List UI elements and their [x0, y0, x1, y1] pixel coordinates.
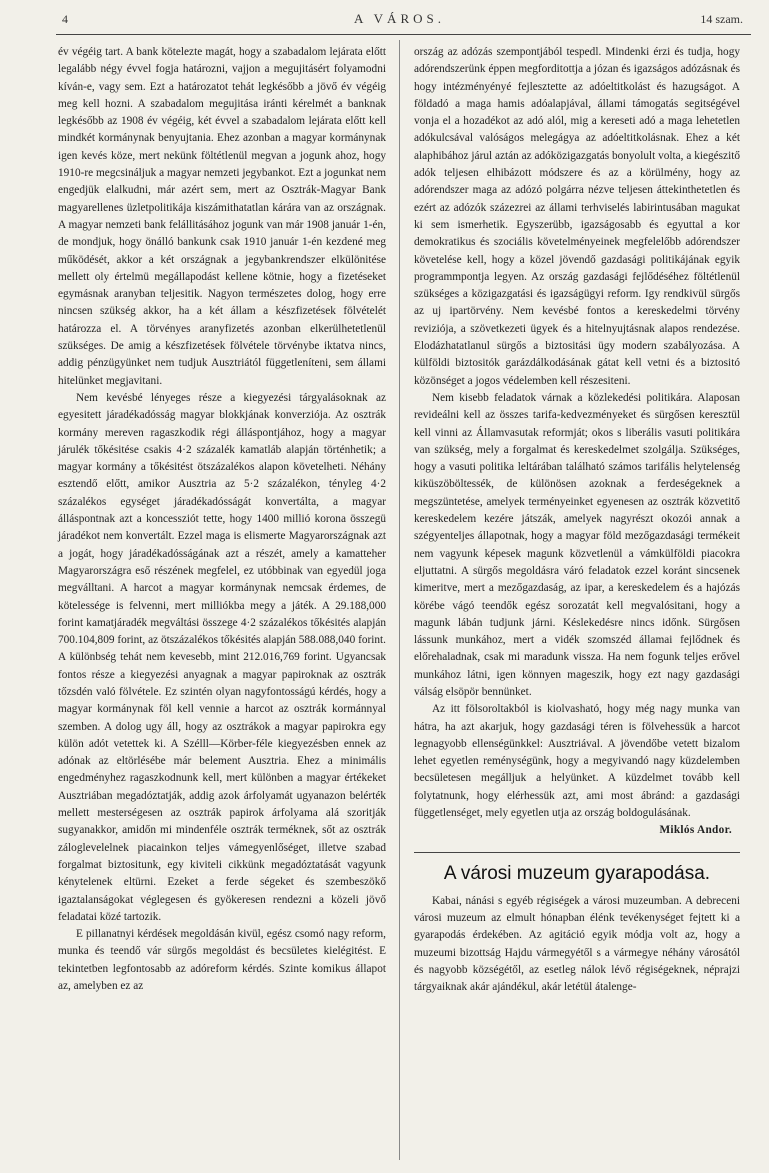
article-paragraph-1: Kabai, nánási s egyéb régiségek a városi muzeumban. A debreceni városi muzeum az elmult hónapban élénk tevékenységet fejtett ki a gyarapodás érdekében. Az agitáció egyik módja volt az, hogy a muzeumi bizottság Hajdu vármegyétől s a vármegye néhány városától és nagyobb községétől, az esetleg nálok lévő régiségeknek, néprajzi tárgyaiknak akár ajándékul, akár letétül átalenge- — [414, 894, 740, 994]
column-divider — [399, 40, 400, 1160]
left-column — [58, 44, 386, 995]
article-separator — [414, 852, 740, 853]
right-paragraph-1: ország az adózás szempontjából tespedl. Mindenki érzi és tudja, hogy adórendszerünk éppen megforditottja a józan és igazságos adózásnak és hogy intézményényé fejlesztette az adóeltitkolást és hazugságot. A földadó a maga hamis adóalapjával, állami támogatás segitségével vonja el a hozadékot az adó alól, mig a kereseti adó a maga lehetetlen adókulcsával valóságos melegágya az adóeltitkolásnak. Ehez a két alaphibához járul aztán az adóközigazgatás bonyolult volta, a kiegészitő adók teljesen elhibázott módszere és az a körülmény, hogy az adórendszer maga az adózó polgárra nézve teljesen áttekinthetetlen és ezért az adózók százezrei az állami terhviselés labirintusában magukat ki sem ismerhetik. Egyszerübb, igazságosabb és egyuttal a kor demokratikus és szociális követelményeinek megfelelőbb adórendszer követelése kell, hogy a közel jövendő gazdasági politikájának egyik programmpontja legyen. Az ország gazdasági fejlődéséhez föltétlenül szükséges a közigazgatási és igazságügyi reform. Igy rendkivül sürgős az uj ipartörvény. Nem kevésbé fontos a kereskedelmi törvény reviziója, a szövetkezeti ügyek és a hitelnyujtásnak alapos rendezése. Elodázhatatlanul sürgős a biztositási ügy modern szabályozása. A külföldi biztositók garázdálkodásának gátat kell vetni és a biztositó közönséget a jogos védelemben kell részesiteni. — [414, 46, 740, 387]
right-paragraph-3: Az itt fölsoroltakból is kiolvasható, hogy még nagy munka van hátra, ha azt akarjuk, hogy gazdasági téren is fölvehessük a harcot legnagyobb ellenségünkkel: Ausztriával. A jövendőbe vetett bizalom lehet egyetlen reménységünk, hogy a megyivandó nagy küzdelemben becsületesen megálljuk a helyünket. A küzdelmet tovább kell folytatnunk, hogy elérhessük azt, ami most ábránd: a gazdasági függetlenséget, mely egyetlen utja az ország boldogulásának. — [414, 703, 740, 820]
left-paragraph-3: E pillanatnyi kérdések megoldásán kivül, egész csomó nagy reform, munka és teendő vár sürgős megoldást és becsületes kielégitést. E tekintetben legfontosabb az adóreform kérdés. Szinte komikus állapot az, amelyben ez az — [58, 928, 386, 993]
header-rule — [56, 34, 751, 35]
article-title: A városi muzeum gyarapodása. — [443, 862, 711, 884]
right-column — [414, 44, 740, 996]
page-number: 4 — [62, 12, 68, 26]
issue-number: 14 szam. — [700, 12, 743, 26]
left-paragraph-1: év végéig tart. A bank kötelezte magát, hogy a szabadalom lejárata előtt legalább négy évvel fogja határozni, vajjon a megujitásért folyamodni kíván-e, vagy sem. Ezt a határozatot tehát legkésőbb a jövő év végéig meg kell hozni. A szabadalom megujitása iránti kérelmét a banknak legkésőbb az 1908 év végéig, két évvel a szabadalom lejárata előtt kell mindkét kormánynak benyujtania. Ehez azonban a magyar kormánynak igen kevés köze, mert nekünk föltétlenül megvan a jogunk ahoz, hogy 1910-re megcsináljuk a magyar nemzeti jegybankot. Ezt a jogunkat nem engedjük elalkudni, már azért sem, mert az Osztrák-Magyar Bank magyarellenes üzletpolitikája kiszámithatatlan kárára van az országnak. A magyar nemzeti bank felállitásához jogunk van már 1908 január 1-én, de mondjuk, hogy önálló bankunk csak 1910 január 1-én kezdené meg működését, akkor a két országnak a jegybankrendszer elkülönitése mellett oly értelmü megállapodást kellene kötnie, hogy a fizetéseket egymásnak aranyban teljesitik. Nagyon természetes dolog, hogy erre nincsen szükség akkor, ha a két állam a készfizetések fölvételét határozza el. A törvényes aranyfizetés azonban elkerülhetetlenül szükséges. De amig a készfizetések fölvétele törvénybe iktatva nincs, addig pénzügyünket nem tudjuk Ausztriától függetleníteni, sem állami hitelünket megjavitani. — [58, 46, 386, 387]
right-paragraph-2: Nem kisebb feladatok várnak a közlekedési politikára. Alaposan revideálni kell az összes tarifa-kedvezményeket és sürgősen keresztül kell vinni az Államvasutak reformját; okos s liberális vasuti politikára van szükség, mely a forgalmat és kereskedelmet szolgálja. Szükséges, hogy a vasuti politika leltárában található számos tarifális helytelenség kiküszöböltessék, de különösen azoknak a ferdeségeknek a megszüntetése, amelyek terményeinket egyenesen az osztrák közvetitő kereskedelem kezére játszák, amelyek nagyrészt okozói annak a szégyenteljes állapotnak, hogy a magyar föld mezőgazdasági termékeit nem vagyunk képesek magunk közvetlenül a vámkülföldi piacokra eljuttatni. A sürgős megoldásra váró feladatok ezzel koránt sincsenek kimeritve, mert a mezőgazdaság, az ipar, a kereskedelem és a hajózás körébe vágó teendők egész sorozatát kell megvalósitani, hogy a magunk lábán tudjunk járni. Késlekedésre nincs időnk. Sürgősen lássunk munkához, mert a vidék szomszéd államai fejlődnek és előrehaladnak, csak mi maradunk vissza. Ha nem fogunk teljes erővel munkához látni, igen könnyen mageszik, hogy ezt nagy gazdasági válság elsöpör bennünket. — [414, 391, 740, 698]
left-paragraph-2: Nem kevésbé lényeges része a kiegyezési tárgyalásoknak az egyesitett járadékadósság magyar blokkjának konverziója. Az osztrák kormány mereven ragaszkodik régi álláspontjához, hogy a magyar járulék tőkésitése csakis 4·2 százalék kamatláb alapján történhetik; a magyar kormány a tőkésitést ötszázalékos alapon követelheti. Néhány esztendő előtt, amikor Ausztria az 5·2 százalékon, tényleg 4·2 százalékos egységet járadékadósságát konvertálta, a magyar álláspontnak azt a koncessziót tette, hogy 1400 millió korona összegü járadékot nem konvertált. Ezzel maga is elismerte Magyarországnak azt a jogát, hogy járadékadósságának azt a részét, amely a kamatteher Magyarországra eső részének megfelel, ez utóbbinak van egyedül joga megválltani. A harcot a magyar kormánynak nemcsak érdemes, de kötelessége is felvenni, mert milliókba megy a játék. A 29.188,000 forint kamatjáradék megváltási összege 4·2 százalékos tőkésités alapján 700.104,809 forint, az ötszázalékos tőkésités alapján 588.088,040 forint. A különbség tehát nem kevesebb, mint 212.016,769 forint. Ugyancsak fontos része a kiegyezési anyagnak a magyar papiroknak az osztrák tőzsdén való fölvétele. Ez szintén olyan nagyfontosságú kérdés, hogy a magyar kormánynak föl kell vennie a harcot az osztrák kormánnyal szemben. A dolog ugy áll, hogy az osztrákok a magyar papirokra egy külön adót vetettek ki. A Szélll—Körber-féle kiegyezésben ennek az adónak az eltörlésébe már belement Ausztria. Ehez a minimális engedményhez ragaszkodnunk kell, mert különben a magyar értékeket Ausztriában megadóztatják, addig azok árfolyamát ugyanazon belérték mellett mesterségesen az osztrák papirok árfolyama alá szoritják sugyanakkor, amidőn mi mindenféle osztrák terméknek, sőt az osztrák záloglevelelnek piacainkon teljes vámegyenlőséget, illetve szabad forgalmat biztositunk, egy kiviteli cikkünk megadóztatását vagyunk kénytelenek eltürni. Ezeket a ferde ségeket és szembeszökő igaztalanságokat véglegesen és gyökeresen rendezni a közeli jövő feladatai közé tartozik. — [58, 391, 386, 923]
publication-title: A VÁROS. — [353, 11, 445, 26]
page-header — [52, 10, 747, 30]
author-signature: Miklós Andor. — [659, 824, 732, 837]
